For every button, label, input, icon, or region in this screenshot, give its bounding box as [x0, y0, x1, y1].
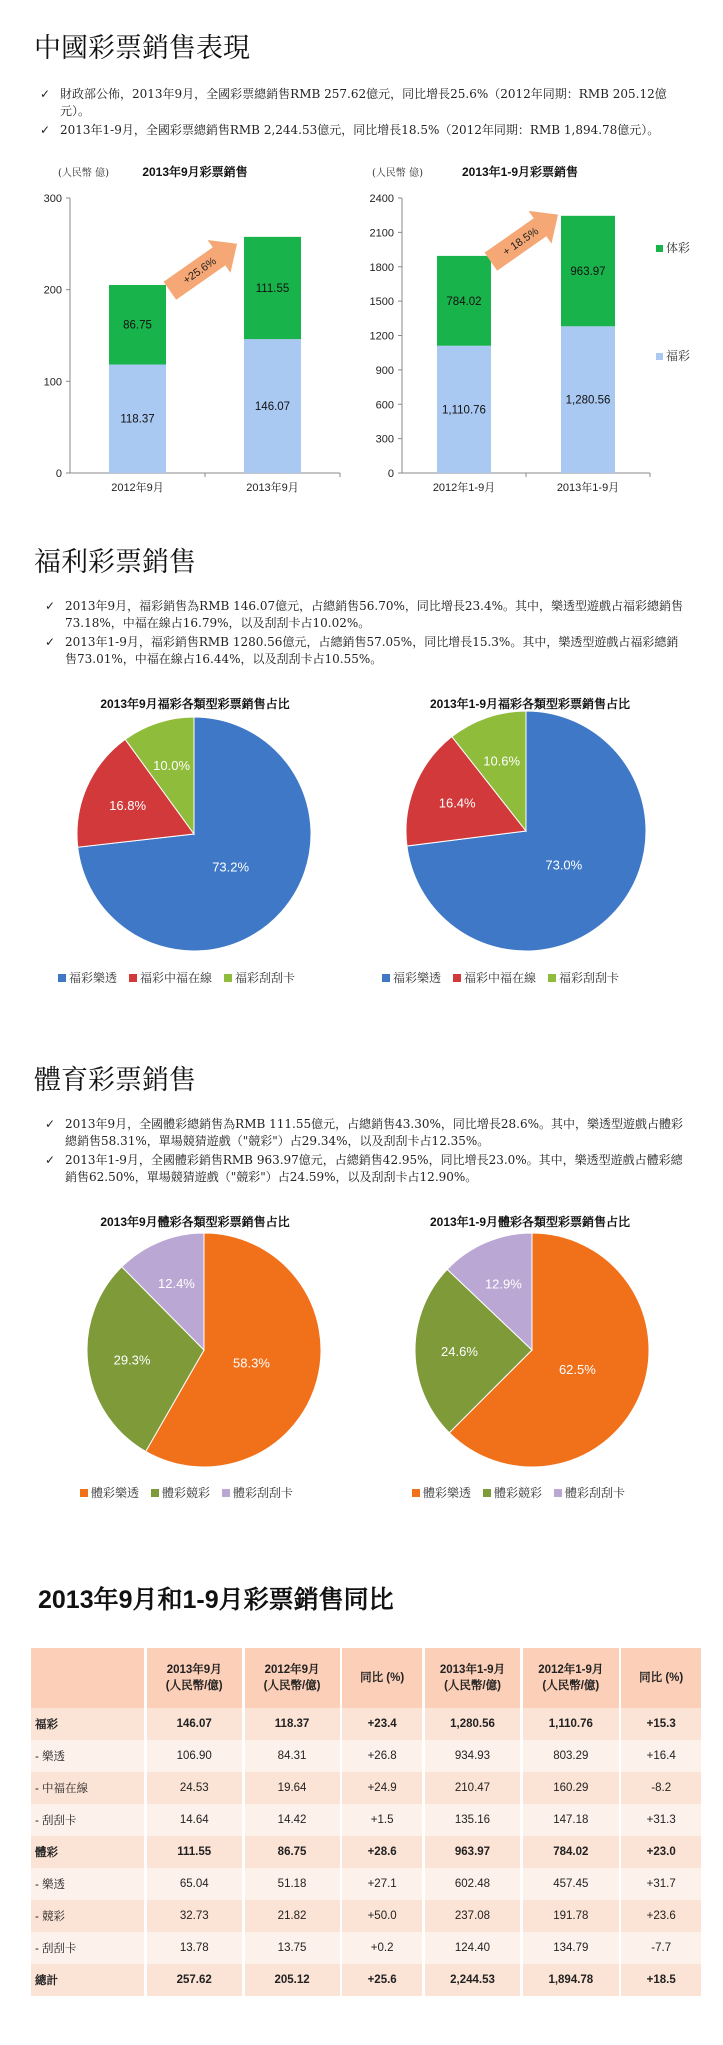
- welfare-bullets: [45, 598, 685, 670]
- row-label: 總計: [31, 1964, 144, 1996]
- table-row: [31, 1804, 701, 1836]
- table-cell: 602.48: [425, 1868, 520, 1900]
- pie-welfare-monthly: [0, 690, 360, 990]
- table-row: [31, 1836, 701, 1868]
- bar-legend: [656, 240, 690, 363]
- chart-title: 2013年1-9月彩票銷售: [461, 165, 579, 179]
- column-header: [31, 1648, 144, 1708]
- table-cell: 963.97: [425, 1836, 520, 1868]
- table-cell: 51.18: [245, 1868, 340, 1900]
- table-cell: 14.64: [147, 1804, 242, 1836]
- pie-legend: [58, 970, 295, 985]
- table-cell: 124.40: [425, 1932, 520, 1964]
- pie-legend: [412, 1485, 625, 1500]
- pie-value-label: 12.4%: [158, 1275, 195, 1291]
- bar-chart-monthly: [0, 160, 360, 500]
- overview-bullet-2-text: 2013年1-9月，全國彩票總銷售RMB 2,244.53億元，同比增長18.5%（2012年同期：RMB 1,894.78億元）。: [60, 123, 660, 137]
- comparison-table: [31, 1648, 701, 1996]
- table-cell: 13.78: [147, 1932, 242, 1964]
- sports-bullet-2-text: 2013年1-9月，全國體彩銷售RMB 963.97億元，占總銷售42.95%，同比增長23.0%。其中，樂透型遊戲占體彩總銷售62.50%，單場競猜遊戲（"競彩"）占24.59%，以及刮刮卡占12.90%。: [65, 1153, 683, 1184]
- welfare-bullet-1-text: 2013年9月，福彩銷售為RMB 146.07億元，占總銷售56.70%，同比增長23.4%。其中，樂透型遊戲占福彩總銷售73.18%，中福在線占16.79%，以及刮刮卡占10.02%。: [65, 599, 683, 630]
- pie-value-label: 16.8%: [109, 797, 147, 813]
- legend-label: 體彩刮刮卡: [565, 1486, 626, 1500]
- table-cell: +50.0: [342, 1900, 422, 1932]
- table-cell: +16.4: [621, 1740, 701, 1772]
- sports-bullets: [45, 1116, 685, 1188]
- row-label: - 中福在線: [31, 1772, 144, 1804]
- table-cell: +28.6: [342, 1836, 422, 1868]
- legend-swatch: [554, 1489, 562, 1497]
- table-cell: 24.53: [147, 1772, 242, 1804]
- welfare-title: 福利彩票銷售: [34, 547, 196, 577]
- legend-label: 福彩刮刮卡: [559, 971, 620, 985]
- pie-value-label: 58.3%: [233, 1355, 270, 1371]
- growth-arrow: [479, 198, 569, 278]
- unit-label: (人民幣 億): [372, 168, 423, 179]
- legend-swatch: [656, 245, 663, 252]
- check-icon: ✓: [40, 87, 51, 101]
- bar-value-label: 1,110.76: [442, 404, 486, 417]
- legend-label: 福彩刮刮卡: [235, 971, 296, 985]
- column-header: 2013年1-9月 (人民幣/億): [425, 1648, 520, 1708]
- table-cell: +15.3: [621, 1708, 701, 1740]
- table-cell: 1,894.78: [523, 1964, 618, 1996]
- table-cell: +27.1: [342, 1868, 422, 1900]
- table-cell: 134.79: [523, 1932, 618, 1964]
- growth-arrow: [158, 227, 248, 307]
- table-cell: +26.8: [342, 1740, 422, 1772]
- row-label: - 樂透: [31, 1868, 144, 1900]
- table-row: [31, 1708, 701, 1740]
- check-icon: ✓: [45, 1153, 56, 1167]
- bar-chart-ytd: [360, 160, 723, 500]
- legend-swatch: [453, 974, 461, 982]
- table-cell: +31.3: [621, 1804, 701, 1836]
- legend-swatch: [412, 1489, 420, 1497]
- row-label: 體彩: [31, 1836, 144, 1868]
- row-label: - 刮刮卡: [31, 1804, 144, 1836]
- legend-swatch: [129, 974, 137, 982]
- pie-value-label: 12.9%: [484, 1276, 522, 1292]
- y-tick-label: 2400: [369, 193, 394, 205]
- row-label: 福彩: [31, 1708, 144, 1740]
- y-tick-label: 100: [43, 376, 62, 389]
- bar-value-label: 111.55: [255, 282, 290, 295]
- table-row: [31, 1964, 701, 1996]
- legend-label: 體彩樂透: [423, 1486, 472, 1500]
- table-cell: -7.7: [621, 1932, 701, 1964]
- table-cell: +1.5: [342, 1804, 422, 1836]
- chart-title: 2013年1-9月體彩各類型彩票銷售占比: [429, 1215, 631, 1229]
- y-tick-label: 300: [43, 193, 62, 205]
- x-tick-label: 2012年9月: [111, 482, 164, 494]
- welfare-bullet-1: [45, 598, 685, 632]
- check-icon: ✓: [45, 599, 56, 613]
- y-tick-label: 0: [55, 468, 62, 480]
- bar-value-label: 963.97: [570, 266, 606, 279]
- overview-bullet-1: [40, 86, 680, 120]
- x-tick-label: 2012年1-9月: [432, 482, 496, 494]
- legend-swatch: [222, 1489, 230, 1497]
- chart-title: 2013年9月體彩各類型彩票銷售占比: [100, 1215, 290, 1229]
- legend-swatch: [58, 974, 66, 982]
- legend-label: 福彩中福在線: [140, 971, 213, 985]
- legend-swatch: [548, 974, 556, 982]
- table-cell: 65.04: [147, 1868, 242, 1900]
- column-header: 2012年1-9月 (人民幣/億): [523, 1648, 618, 1708]
- pie-legend: [382, 970, 619, 985]
- pie-value-label: 10.0%: [153, 758, 191, 774]
- column-header: 2013年9月 (人民幣/億): [147, 1648, 242, 1708]
- table-cell: +31.7: [621, 1868, 701, 1900]
- legend-swatch: [656, 353, 663, 360]
- welfare-bullet-2: [45, 634, 685, 668]
- table-cell: +25.6: [342, 1964, 422, 1996]
- table-cell: 1,110.76: [523, 1708, 618, 1740]
- table-cell: 14.42: [245, 1804, 340, 1836]
- table-cell: +23.6: [621, 1900, 701, 1932]
- table-cell: 86.75: [245, 1836, 340, 1868]
- y-tick-label: 900: [375, 364, 394, 377]
- table-cell: 106.90: [147, 1740, 242, 1772]
- legend-label: 福彩樂透: [393, 971, 442, 985]
- table-cell: 191.78: [523, 1900, 618, 1932]
- table-cell: -8.2: [621, 1772, 701, 1804]
- bar-value-label: 146.07: [254, 401, 291, 414]
- y-tick-label: 200: [43, 284, 62, 297]
- legend-label: 體彩樂透: [91, 1486, 140, 1500]
- y-tick-label: 600: [375, 399, 394, 412]
- legend-label: 體彩刮刮卡: [233, 1486, 294, 1500]
- bar-value-label: 1,280.56: [565, 394, 611, 407]
- row-label: - 競彩: [31, 1900, 144, 1932]
- pie-value-label: 24.6%: [441, 1343, 478, 1359]
- table-cell: 146.07: [147, 1708, 242, 1740]
- pie-value-label: 29.3%: [113, 1352, 151, 1368]
- legend-label: 體彩競彩: [162, 1486, 211, 1500]
- table-cell: +23.4: [342, 1708, 422, 1740]
- table-cell: 934.93: [425, 1740, 520, 1772]
- table-cell: 135.16: [425, 1804, 520, 1836]
- sports-bullet-1-text: 2013年9月，全國體彩總銷售為RMB 111.55億元，占總銷售43.30%，同比增長28.6%。其中，樂透型遊戲占體彩總銷售58.31%，單場競猜遊戲（"競彩"）占29.34%，以及刮刮卡占12.35%。: [65, 1117, 683, 1148]
- table-cell: 32.73: [147, 1900, 242, 1932]
- check-icon: ✓: [40, 123, 51, 137]
- y-tick-label: 0: [387, 468, 394, 480]
- comparison-title: 2013年9月和1-9月彩票銷售同比: [38, 1586, 394, 1614]
- pie-sports-monthly: [0, 1208, 360, 1508]
- legend-label: 福彩中福在線: [464, 971, 537, 985]
- sports-bullet-1: [45, 1116, 685, 1150]
- y-tick-label: 1500: [369, 296, 394, 309]
- table-cell: 257.62: [147, 1964, 242, 1996]
- row-label: - 刮刮卡: [31, 1932, 144, 1964]
- welfare-bullet-2-text: 2013年1-9月，福彩銷售RMB 1280.56億元，占總銷售57.05%，同比增長15.3%。其中，樂透型遊戲占福彩總銷售73.01%，中福在線占16.44%，以及刮刮卡占10.55%。: [65, 635, 679, 666]
- table-cell: 111.55: [147, 1836, 242, 1868]
- legend-swatch: [80, 1489, 88, 1497]
- table-cell: 1,280.56: [425, 1708, 520, 1740]
- check-icon: ✓: [45, 1117, 56, 1131]
- legend-label: 体彩: [666, 241, 691, 255]
- table-cell: 457.45: [523, 1868, 618, 1900]
- overview-bullet-2: [40, 122, 680, 139]
- y-tick-label: 300: [375, 433, 394, 446]
- pie-welfare-ytd: [360, 690, 723, 990]
- table-cell: 118.37: [245, 1708, 340, 1740]
- table-row: [31, 1932, 701, 1964]
- table-body: [31, 1708, 701, 1996]
- unit-label: (人民幣 億): [58, 168, 109, 179]
- growth-label: +25.6%: [181, 255, 219, 287]
- table-cell: +0.2: [342, 1932, 422, 1964]
- legend-swatch: [382, 974, 390, 982]
- table-row: [31, 1772, 701, 1804]
- sports-title: 體育彩票銷售: [34, 1065, 196, 1095]
- table-cell: +23.0: [621, 1836, 701, 1868]
- table-cell: 13.75: [245, 1932, 340, 1964]
- overview-title: 中國彩票銷售表現: [34, 33, 250, 63]
- check-icon: ✓: [45, 635, 56, 649]
- sports-bullet-2: [45, 1152, 685, 1186]
- y-tick-label: 1200: [369, 330, 394, 343]
- table-cell: 803.29: [523, 1740, 618, 1772]
- legend-label: 體彩競彩: [494, 1486, 543, 1500]
- overview-bullet-1-text: 財政部公佈，2013年9月，全國彩票總銷售RMB 257.62億元，同比增長25.6%（2012年同期：RMB 205.12億元）。: [60, 87, 667, 118]
- table-cell: 84.31: [245, 1740, 340, 1772]
- y-tick-label: 1800: [369, 261, 394, 274]
- chart-title: 2013年1-9月福彩各類型彩票銷售占比: [429, 697, 631, 711]
- legend-label: 福彩樂透: [69, 971, 118, 985]
- pie-value-label: 16.4%: [438, 795, 476, 811]
- pie-value-label: 10.6%: [483, 753, 521, 769]
- legend-swatch: [151, 1489, 159, 1497]
- x-tick-label: 2013年9月: [246, 482, 299, 494]
- chart-title: 2013年9月福彩各類型彩票銷售占比: [100, 697, 290, 711]
- table-cell: 210.47: [425, 1772, 520, 1804]
- table-cell: 784.02: [523, 1836, 618, 1868]
- table-cell: 2,244.53: [425, 1964, 520, 1996]
- column-header: 2012年9月 (人民幣/億): [245, 1648, 340, 1708]
- table-cell: 147.18: [523, 1804, 618, 1836]
- table-row: [31, 1740, 701, 1772]
- legend-label: 福彩: [666, 349, 691, 363]
- bar-value-label: 118.37: [120, 413, 155, 426]
- table-cell: +24.9: [342, 1772, 422, 1804]
- x-tick-label: 2013年1-9月: [556, 482, 620, 494]
- column-header: 同比 (%): [621, 1648, 701, 1708]
- pie-value-label: 73.0%: [545, 857, 583, 873]
- table-cell: 205.12: [245, 1964, 340, 1996]
- table-row: [31, 1900, 701, 1932]
- growth-label: + 18.5%: [500, 225, 542, 259]
- table-cell: +18.5: [621, 1964, 701, 1996]
- table-header-row: [31, 1648, 701, 1708]
- table-cell: 21.82: [245, 1900, 340, 1932]
- pie-legend: [80, 1485, 293, 1500]
- y-tick-label: 2100: [369, 227, 394, 240]
- table-cell: 19.64: [245, 1772, 340, 1804]
- table-cell: 160.29: [523, 1772, 618, 1804]
- pie-sports-ytd: [360, 1208, 723, 1508]
- column-header: 同比 (%): [342, 1648, 422, 1708]
- table-row: [31, 1868, 701, 1900]
- legend-swatch: [483, 1489, 491, 1497]
- pie-value-label: 73.2%: [212, 859, 250, 875]
- legend-swatch: [224, 974, 232, 982]
- pie-value-label: 62.5%: [558, 1361, 596, 1377]
- row-label: - 樂透: [31, 1740, 144, 1772]
- table-cell: 237.08: [425, 1900, 520, 1932]
- chart-title: 2013年9月彩票銷售: [142, 165, 248, 179]
- overview-bullets: [40, 86, 680, 141]
- bar-value-label: 86.75: [123, 319, 152, 332]
- bar-value-label: 784.02: [446, 295, 482, 308]
